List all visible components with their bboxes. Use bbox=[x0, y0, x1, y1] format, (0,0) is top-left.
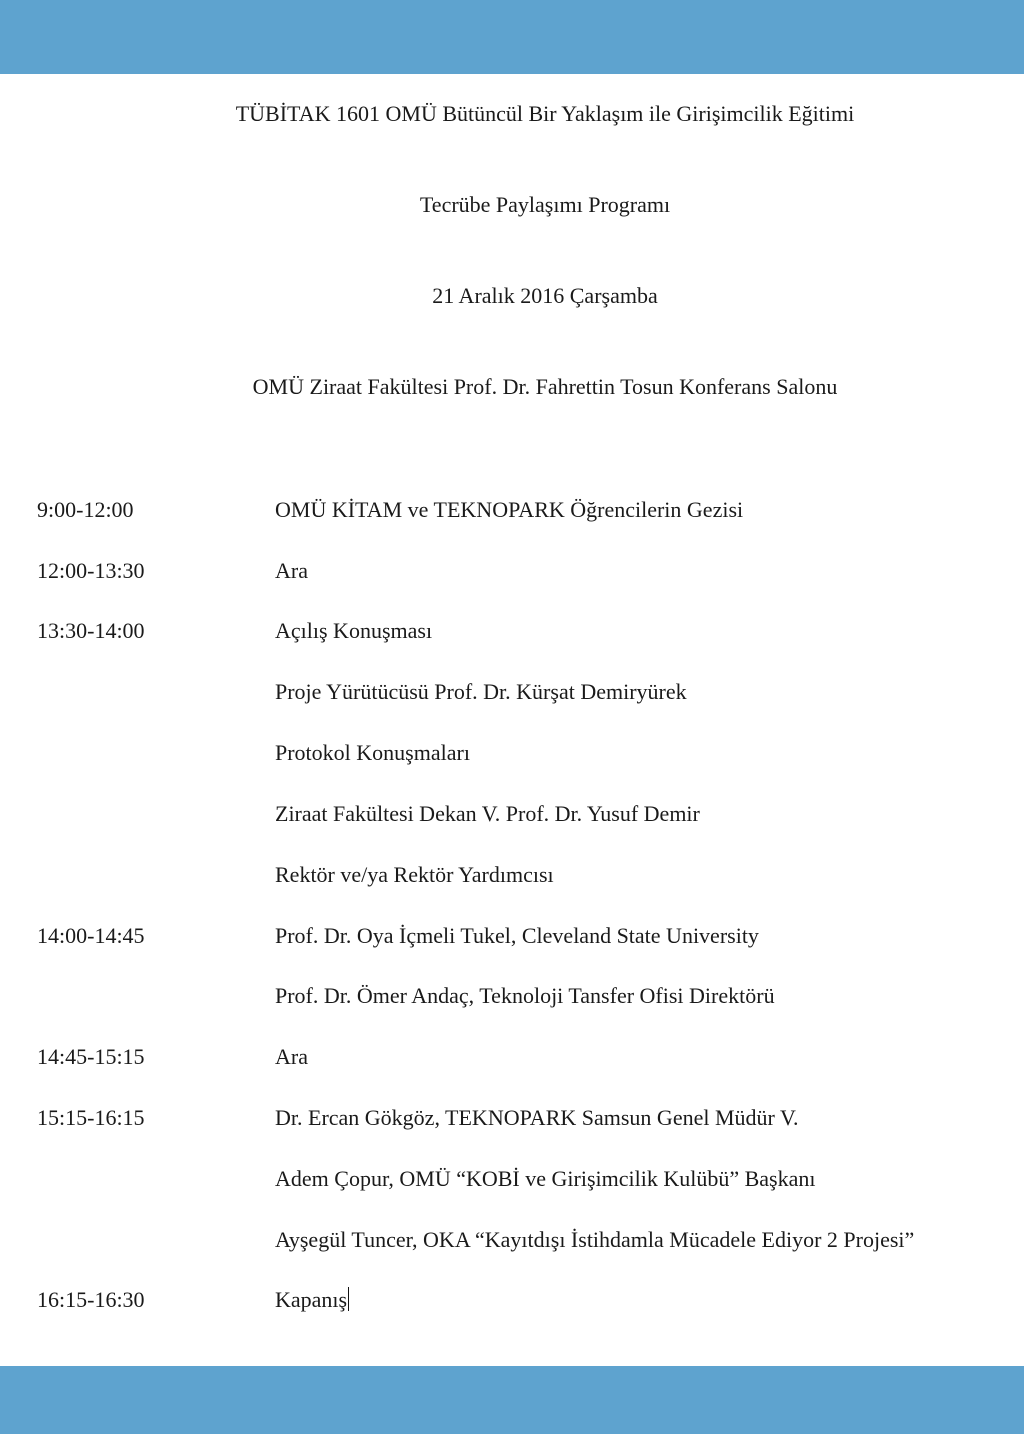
schedule-time: 12:00-13:30 bbox=[37, 558, 145, 583]
schedule-row bbox=[0, 1225, 1024, 1255]
schedule-activity: Prof. Dr. Oya İçmeli Tukel, Cleveland State University bbox=[275, 923, 759, 948]
schedule-row bbox=[0, 738, 1024, 768]
bottom-color-band bbox=[0, 1366, 1024, 1434]
schedule-row bbox=[0, 556, 1024, 586]
schedule-activity: Prof. Dr. Ömer Andaç, Teknoloji Tansfer Ofisi Direktörü bbox=[275, 983, 775, 1008]
schedule-time: 15:15-16:15 bbox=[37, 1105, 145, 1130]
program-subtitle: Tecrübe Paylaşımı Programı bbox=[419, 192, 671, 217]
schedule-activity[interactable] bbox=[275, 1285, 349, 1315]
document-title: TÜBİTAK 1601 OMÜ Bütüncül Bir Yaklaşım ile Girişimcilik Eğitimi bbox=[235, 101, 855, 126]
closing-text: Kapanış bbox=[275, 1287, 348, 1312]
schedule-row bbox=[0, 1042, 1024, 1072]
schedule-activity: Proje Yürütücüsü Prof. Dr. Kürşat Demiryürek bbox=[275, 679, 687, 704]
schedule-row bbox=[0, 616, 1024, 646]
schedule-row bbox=[0, 921, 1024, 951]
schedule-activity: Açılış Konuşması bbox=[275, 618, 433, 643]
schedule-activity: Protokol Konuşmaları bbox=[275, 740, 470, 765]
schedule-row bbox=[0, 1164, 1024, 1194]
text-cursor bbox=[348, 1287, 349, 1311]
event-venue: OMÜ Ziraat Fakültesi Prof. Dr. Fahrettin Tosun Konferans Salonu bbox=[252, 374, 838, 399]
schedule-activity: Rektör ve/ya Rektör Yardımcısı bbox=[275, 862, 554, 887]
schedule-time: 14:45-15:15 bbox=[37, 1044, 145, 1069]
schedule-activity: Ara bbox=[275, 558, 308, 583]
event-date: 21 Aralık 2016 Çarşamba bbox=[432, 283, 658, 308]
schedule-row bbox=[0, 1285, 1024, 1315]
schedule-activity: Ziraat Fakültesi Dekan V. Prof. Dr. Yusuf Demir bbox=[275, 801, 700, 826]
schedule-row bbox=[0, 677, 1024, 707]
schedule-row bbox=[0, 799, 1024, 829]
schedule-row bbox=[0, 860, 1024, 890]
schedule-activity: Dr. Ercan Gökgöz, TEKNOPARK Samsun Genel Müdür V. bbox=[275, 1105, 799, 1130]
schedule-activity: Ayşegül Tuncer, OKA “Kayıtdışı İstihdamla Mücadele Ediyor 2 Projesi” bbox=[275, 1227, 915, 1252]
schedule-row bbox=[0, 1103, 1024, 1133]
schedule-time: 9:00-12:00 bbox=[37, 497, 134, 522]
schedule-row bbox=[0, 495, 1024, 525]
schedule-activity: OMÜ KİTAM ve TEKNOPARK Öğrencilerin Gezisi bbox=[275, 497, 744, 522]
schedule-row bbox=[0, 981, 1024, 1011]
schedule-activity: Adem Çopur, OMÜ “KOBİ ve Girişimcilik Kulübü” Başkanı bbox=[275, 1166, 816, 1191]
schedule-time: 16:15-16:30 bbox=[37, 1287, 145, 1312]
schedule-activity: Ara bbox=[275, 1044, 308, 1069]
schedule-time: 13:30-14:00 bbox=[37, 618, 145, 643]
top-color-band bbox=[0, 0, 1024, 74]
schedule-time: 14:00-14:45 bbox=[37, 923, 145, 948]
